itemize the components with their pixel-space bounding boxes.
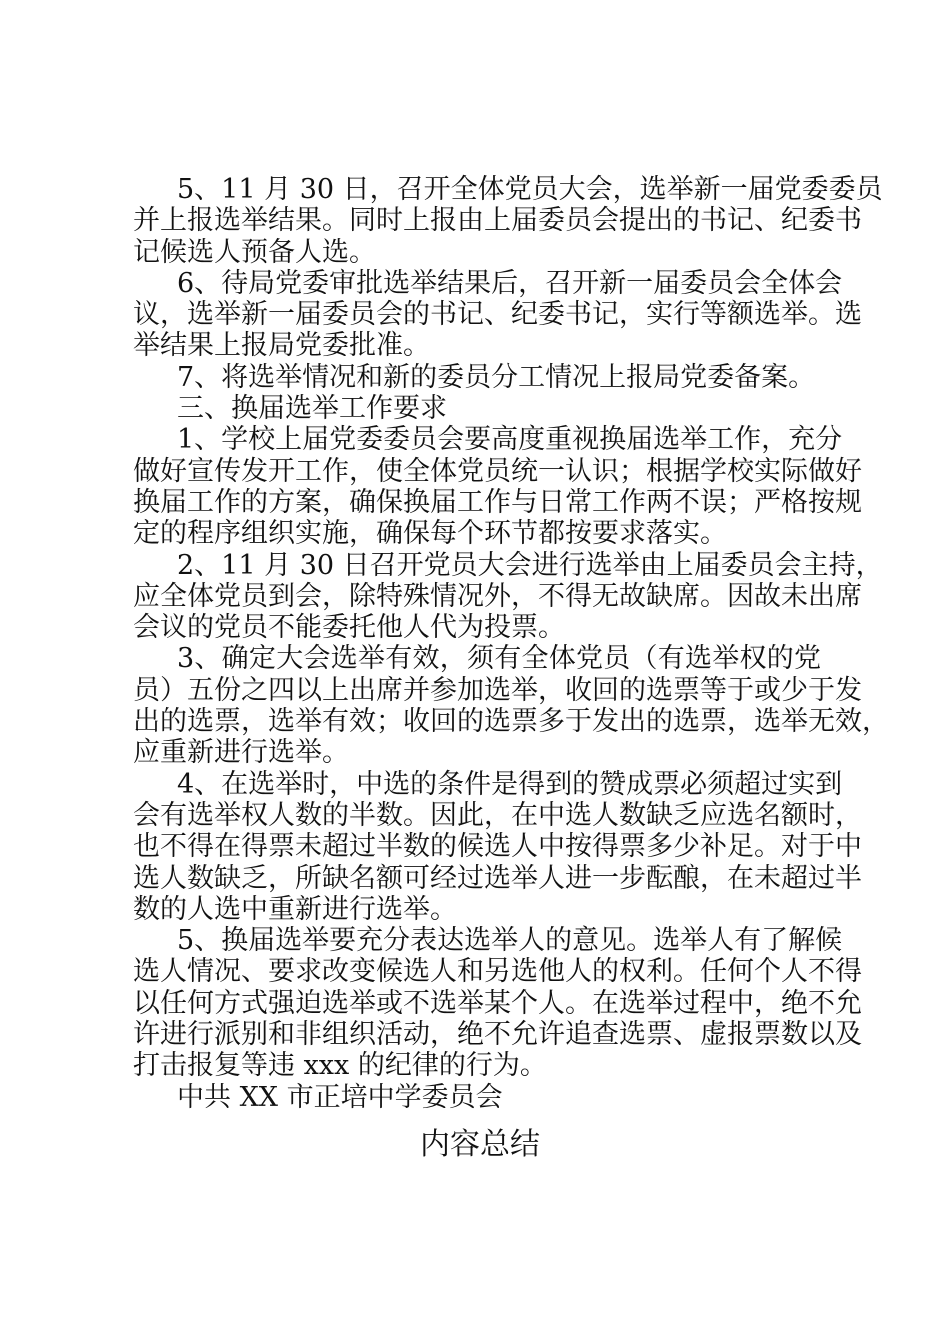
text-line: 并上报选举结果。同时上报由上届委员会提出的书记、纪委书 <box>133 205 862 237</box>
paragraph <box>133 424 862 550</box>
paragraph <box>133 925 862 1082</box>
text-line: 举结果上报局党委批准。 <box>133 330 430 362</box>
text-line: 5、换届选举要充分表达选举人的意见。选举人有了解候 <box>177 925 843 957</box>
text-line: 3、确定大会选举有效，须有全体党员（有选举权的党 <box>177 643 821 675</box>
paragraph <box>133 1082 821 1113</box>
paragraph <box>133 768 862 925</box>
text-line: 会议的党员不能委托他人代为投票。 <box>133 612 565 644</box>
text-line: 选人情况、要求改变候选人和另选他人的权利。任何个人不得 <box>133 956 862 988</box>
text-line: 出的选票，选举有效；收回的选票多于发出的选票，选举无效， <box>133 706 889 738</box>
paragraph <box>133 267 862 362</box>
paragraph <box>133 549 883 644</box>
text-line: 也不得在得票未超过半数的候选人中按得票多少补足。对于中 <box>133 831 862 863</box>
text-line: 做好宣传发开工作，使全体党员统一认识；根据学校实际做好 <box>133 455 862 487</box>
text-line: 三、换届选举工作要求 <box>177 393 447 425</box>
text-line: 5、11 月 30 日，召开全体党员大会，选举新一届党委委员 <box>177 174 883 205</box>
paragraph <box>133 643 889 769</box>
text-line: 中共 XX 市正培中学委员会 <box>177 1081 503 1113</box>
paragraph <box>133 174 883 268</box>
text-line: 议，选举新一届委员会的书记、纪委书记，实行等额选举。选 <box>133 299 862 331</box>
text-line: 许进行派别和非组织活动，绝不允许追查选票、虚报票数以及 <box>133 1019 862 1051</box>
paragraph <box>133 362 821 393</box>
paragraph <box>133 393 821 424</box>
text-line: 打击报复等违 xxx 的纪律的行为。 <box>133 1050 547 1082</box>
text-line: 选人数缺乏，所缺名额可经过选举人进一步酝酿，在未超过半 <box>133 862 862 894</box>
text-line: 2、11 月 30 日召开党员大会进行选举由上届委员会主持， <box>177 549 883 581</box>
text-line: 1、学校上届党委委员会要高度重视换届选举工作，充分 <box>177 424 843 456</box>
text-line: 换届工作的方案，确保换届工作与日常工作两不误；严格按规 <box>133 486 862 518</box>
text-line: 以任何方式强迫选举或不选举某个人。在选举过程中，绝不允 <box>133 987 862 1019</box>
text-line: 定的程序组织实施，确保每个环节都按要求落实。 <box>133 518 727 550</box>
summary-title: 内容总结 <box>420 1127 540 1162</box>
text-line: 记候选人预备人选。 <box>133 236 376 268</box>
text-line: 应重新进行选举。 <box>133 737 349 769</box>
text-line: 会有选举权人数的半数。因此，在中选人数缺乏应选名额时， <box>133 799 862 831</box>
text-line: 应全体党员到会，除特殊情况外，不得无故缺席。因故未出席 <box>133 580 862 612</box>
text-line: 员）五份之四以上出席并参加选举，收回的选票等于或少于发 <box>133 674 862 706</box>
text-line: 数的人选中重新进行选举。 <box>133 893 457 925</box>
text-line: 4、在选举时，中选的条件是得到的赞成票必须超过实到 <box>177 768 843 800</box>
document-body <box>133 174 889 1113</box>
text-line: 6、待局党委审批选举结果后，召开新一届委员会全体会 <box>177 267 843 299</box>
text-line: 7、将选举情况和新的委员分工情况上报局党委备案。 <box>177 361 816 393</box>
